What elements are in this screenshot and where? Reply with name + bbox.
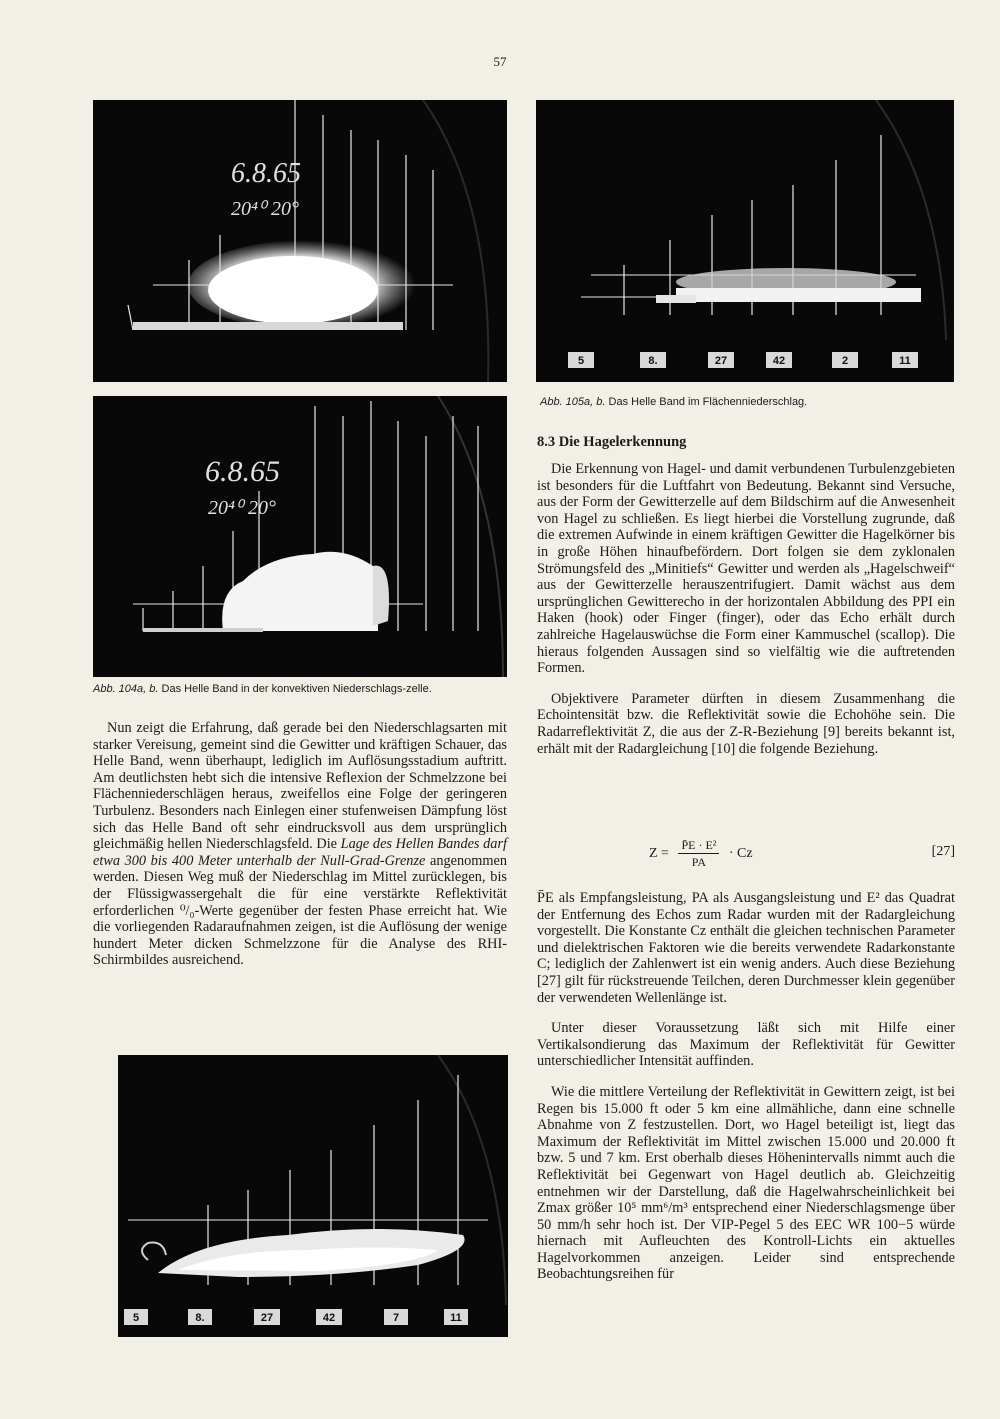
equation-rhs: · Cz bbox=[728, 846, 753, 862]
scope-label-bottom-1: 5 bbox=[132, 1312, 140, 1324]
radar-rhi-scope-104b bbox=[93, 396, 507, 677]
right-column-top bbox=[537, 461, 955, 757]
paragraph-reflectivity-distribution: Wie die mittlere Verteilung der Reflektivität in Gewittern zeigt, ist bei Regen bis 15.000 ft oder 5 km eine allmähliche, dann eine schnelle Abnahme von Z festzustellen. Dort, wo Hagel beteiligt ist, liegt das Maximum der Reflektivität im Mittel zwischen 15.000 und 20.000 ft bzw. 5 und 7 km. Erst oberhalb dieses Höhenintervalls nimmt auch die Reflektivität bei Gegenwart von Hagel deutlich ab. Gleichzeitig entnehmen wir der Darstellung, daß die Hagelwahrscheinlichkeit bei Zmax größer 10⁵ mm⁶/m³ entsprechend einer Niederschlagsmenge über 50 mm/h sehr hoch ist. Der VIP-Pegel 5 des EEC WR 100−5 würde hiernach mit Aufleuchten des Kontroll-Lichts ein aktuelles Hagelvorkommen anzeigen. Leider sind entsprechende Beobachtungsreihen für bbox=[537, 1083, 955, 1283]
bright-band-text-2: angenommen werden. Diesen Weg muß der Niederschlag im Mittel zurücklegen, bis der Flüssigwassergehalt die für eine verstärkte Reflektivität erforderlichen ⁰/₀-Werte gegenüber der festen Phase erreicht hat. Wie die vorliegenden Radaraufnahmen zeigen, ist die Auflösung der wenige hundert Meter dicken Schmelzzone für die Analyse des RHI-Schirmbildes ausreichend. bbox=[93, 852, 507, 969]
equation-lhs: Z = bbox=[649, 846, 669, 862]
radar-rhi-scope-bottom bbox=[118, 1055, 508, 1337]
left-column-text bbox=[93, 720, 507, 969]
scope-label-105b-5: 2 bbox=[841, 355, 849, 367]
caption-105-text: Das Helle Band im Flächenniederschlag. bbox=[608, 396, 808, 408]
caption-104-label: Abb. 104a, b. bbox=[93, 683, 159, 695]
radar-photo-104a bbox=[93, 100, 507, 382]
bright-band-text-1: Nun zeigt die Erfahrung, daß gerade bei den Niederschlagsarten mit starker Vereisung, gemeint sind die Gewitter und kräftigen Schauer, das Helle Band, wenn überhaupt, lediglich im Auflösungsstadium auftritt. Am deutlichsten hebt sich die intensive Reflexion der Schmelzzone bei Flächenniederschlägen heraus, zweifellos eine Folge der geringeren Turbulenz. Besonders nach Einlegen einer stufenweisen Dämpfung löst sich das Helle Band oft sehr eindrucksvoll aus dem ursprünglich gleichmäßig hellen Niederschlagsfeld. Die bbox=[93, 720, 507, 853]
scope-label-105b-6: 11 bbox=[899, 355, 911, 367]
scope-label-bottom-5: 7 bbox=[392, 1312, 400, 1324]
right-column-bottom bbox=[537, 890, 955, 1283]
caption-104-text: Das Helle Band in der konvektiven Niederschlags-zelle. bbox=[161, 683, 432, 695]
paragraph-vertical-sounding: Unter dieser Voraussetzung läßt sich mit Hilfe einer Vertikalsondierung das Maximum der Reflektivität für Gewitter unterschiedlicher Intensität auffinden. bbox=[537, 1020, 955, 1070]
caption-105 bbox=[540, 396, 954, 409]
caption-105-label: Abb. 105a, b. bbox=[540, 396, 606, 408]
scope-label-bottom-4: 42 bbox=[322, 1312, 336, 1324]
radar-photo-104b bbox=[93, 396, 507, 677]
scope-label-bottom-6: 11 bbox=[450, 1312, 462, 1324]
radar-rhi-scope-105b bbox=[536, 100, 954, 382]
radar-photo-bottom bbox=[118, 1055, 508, 1337]
equation-fraction bbox=[678, 838, 719, 870]
equation-number: [27] bbox=[931, 844, 955, 859]
scope-label-105b-3: 27 bbox=[714, 355, 728, 367]
caption-104 bbox=[93, 683, 507, 696]
paragraph-hail-detection: Die Erkennung von Hagel- und damit verbundenen Turbulenzgebieten ist besonders für die Luftfahrt von Bedeutung. Bekannt sind Versuche, aus der Form der Gewitterzelle auf dem Bildschirm auf die Anwesenheit von Hagel zu schließen. Es liegt hierbei die Vorstellung zugrunde, daß die extremen Aufwinde in einem kräftigen Gewitter die Hagelkörner bis in große Höhen hinaufbefördern. Dort folgen sie dem zyklonalen Strömungsfeld des „Minitiefs“ Gewitter und werden als „Hagelschweif“ aus der Gewitterzelle herauszentrifugiert. Damit wächst aus dem ursprünglichen Gewitterecho in der horizontalen Abbildung des PPI ein Haken (hook) oder Finger (finger), oder das Echo erhält durch zahlreiche Hagelauswüchse die Form einer Kammuschel (scallop). Die hieraus folgenden Aussagen sind so vielfältig wie die auftretenden Formen. bbox=[537, 461, 955, 677]
scope-label-105b-2: 8. bbox=[648, 355, 658, 367]
bright-band-emphasis: Lage des Hellen Bandes darf etwa 300 bis 400 Meter unterhalb der Null-Grad-Grenze bbox=[93, 836, 507, 869]
annotation-date-104b: 6.8.65 bbox=[205, 455, 280, 488]
scope-label-105b-4: 42 bbox=[772, 355, 786, 367]
annotation-time-104a: 20⁴⁰ 20° bbox=[231, 198, 299, 220]
radar-photo-105b bbox=[536, 100, 954, 382]
annotation-time-104b: 20⁴⁰ 20° bbox=[208, 497, 276, 519]
equation-denominator: PA bbox=[691, 855, 707, 869]
equation-27 bbox=[537, 838, 955, 878]
scope-label-105b-1: 5 bbox=[577, 355, 585, 367]
scope-label-bottom-2: 8. bbox=[195, 1312, 205, 1324]
paragraph-definitions: P̄E als Empfangsleistung, PA als Ausgangsleistung und E² das Quadrat der Entfernung des Echos zum Radar wurden mit der Radargleichung vorgestellt. Die Konstante Cz enthält die gleichen technischen Parameter und dielektrischen Faktoren wie die bereits verwendete Radarkonstante C; lediglich der Zahlenwert ist ein wenig anders. Auch diese Beziehung [27] gilt für rückstreuende Teilchen, deren Durchmesser klein gegenüber der verwendeten Wellenlänge ist. bbox=[537, 890, 955, 1006]
paragraph-bright-band bbox=[93, 720, 507, 969]
page-number: 57 bbox=[493, 54, 507, 69]
paragraph-parameters: Objektivere Parameter dürften in diesem Zusammenhang die Echointensität bzw. die Reflektivität sowie die Echohöhe sein. Die Radarreflektivität Z, die aus der Z-R-Beziehung [9] bereits bekannt ist, erhält mit der Radargleichung [10] die folgende Beziehung. bbox=[537, 690, 955, 757]
scope-label-bottom-3: 27 bbox=[260, 1312, 274, 1324]
radar-rhi-scope-104a bbox=[93, 100, 507, 382]
section-heading: 8.3 Die Hagelerkennung bbox=[537, 434, 687, 450]
equation-numerator: P̄E · E² bbox=[678, 838, 719, 854]
annotation-date-104a: 6.8.65 bbox=[231, 158, 301, 189]
